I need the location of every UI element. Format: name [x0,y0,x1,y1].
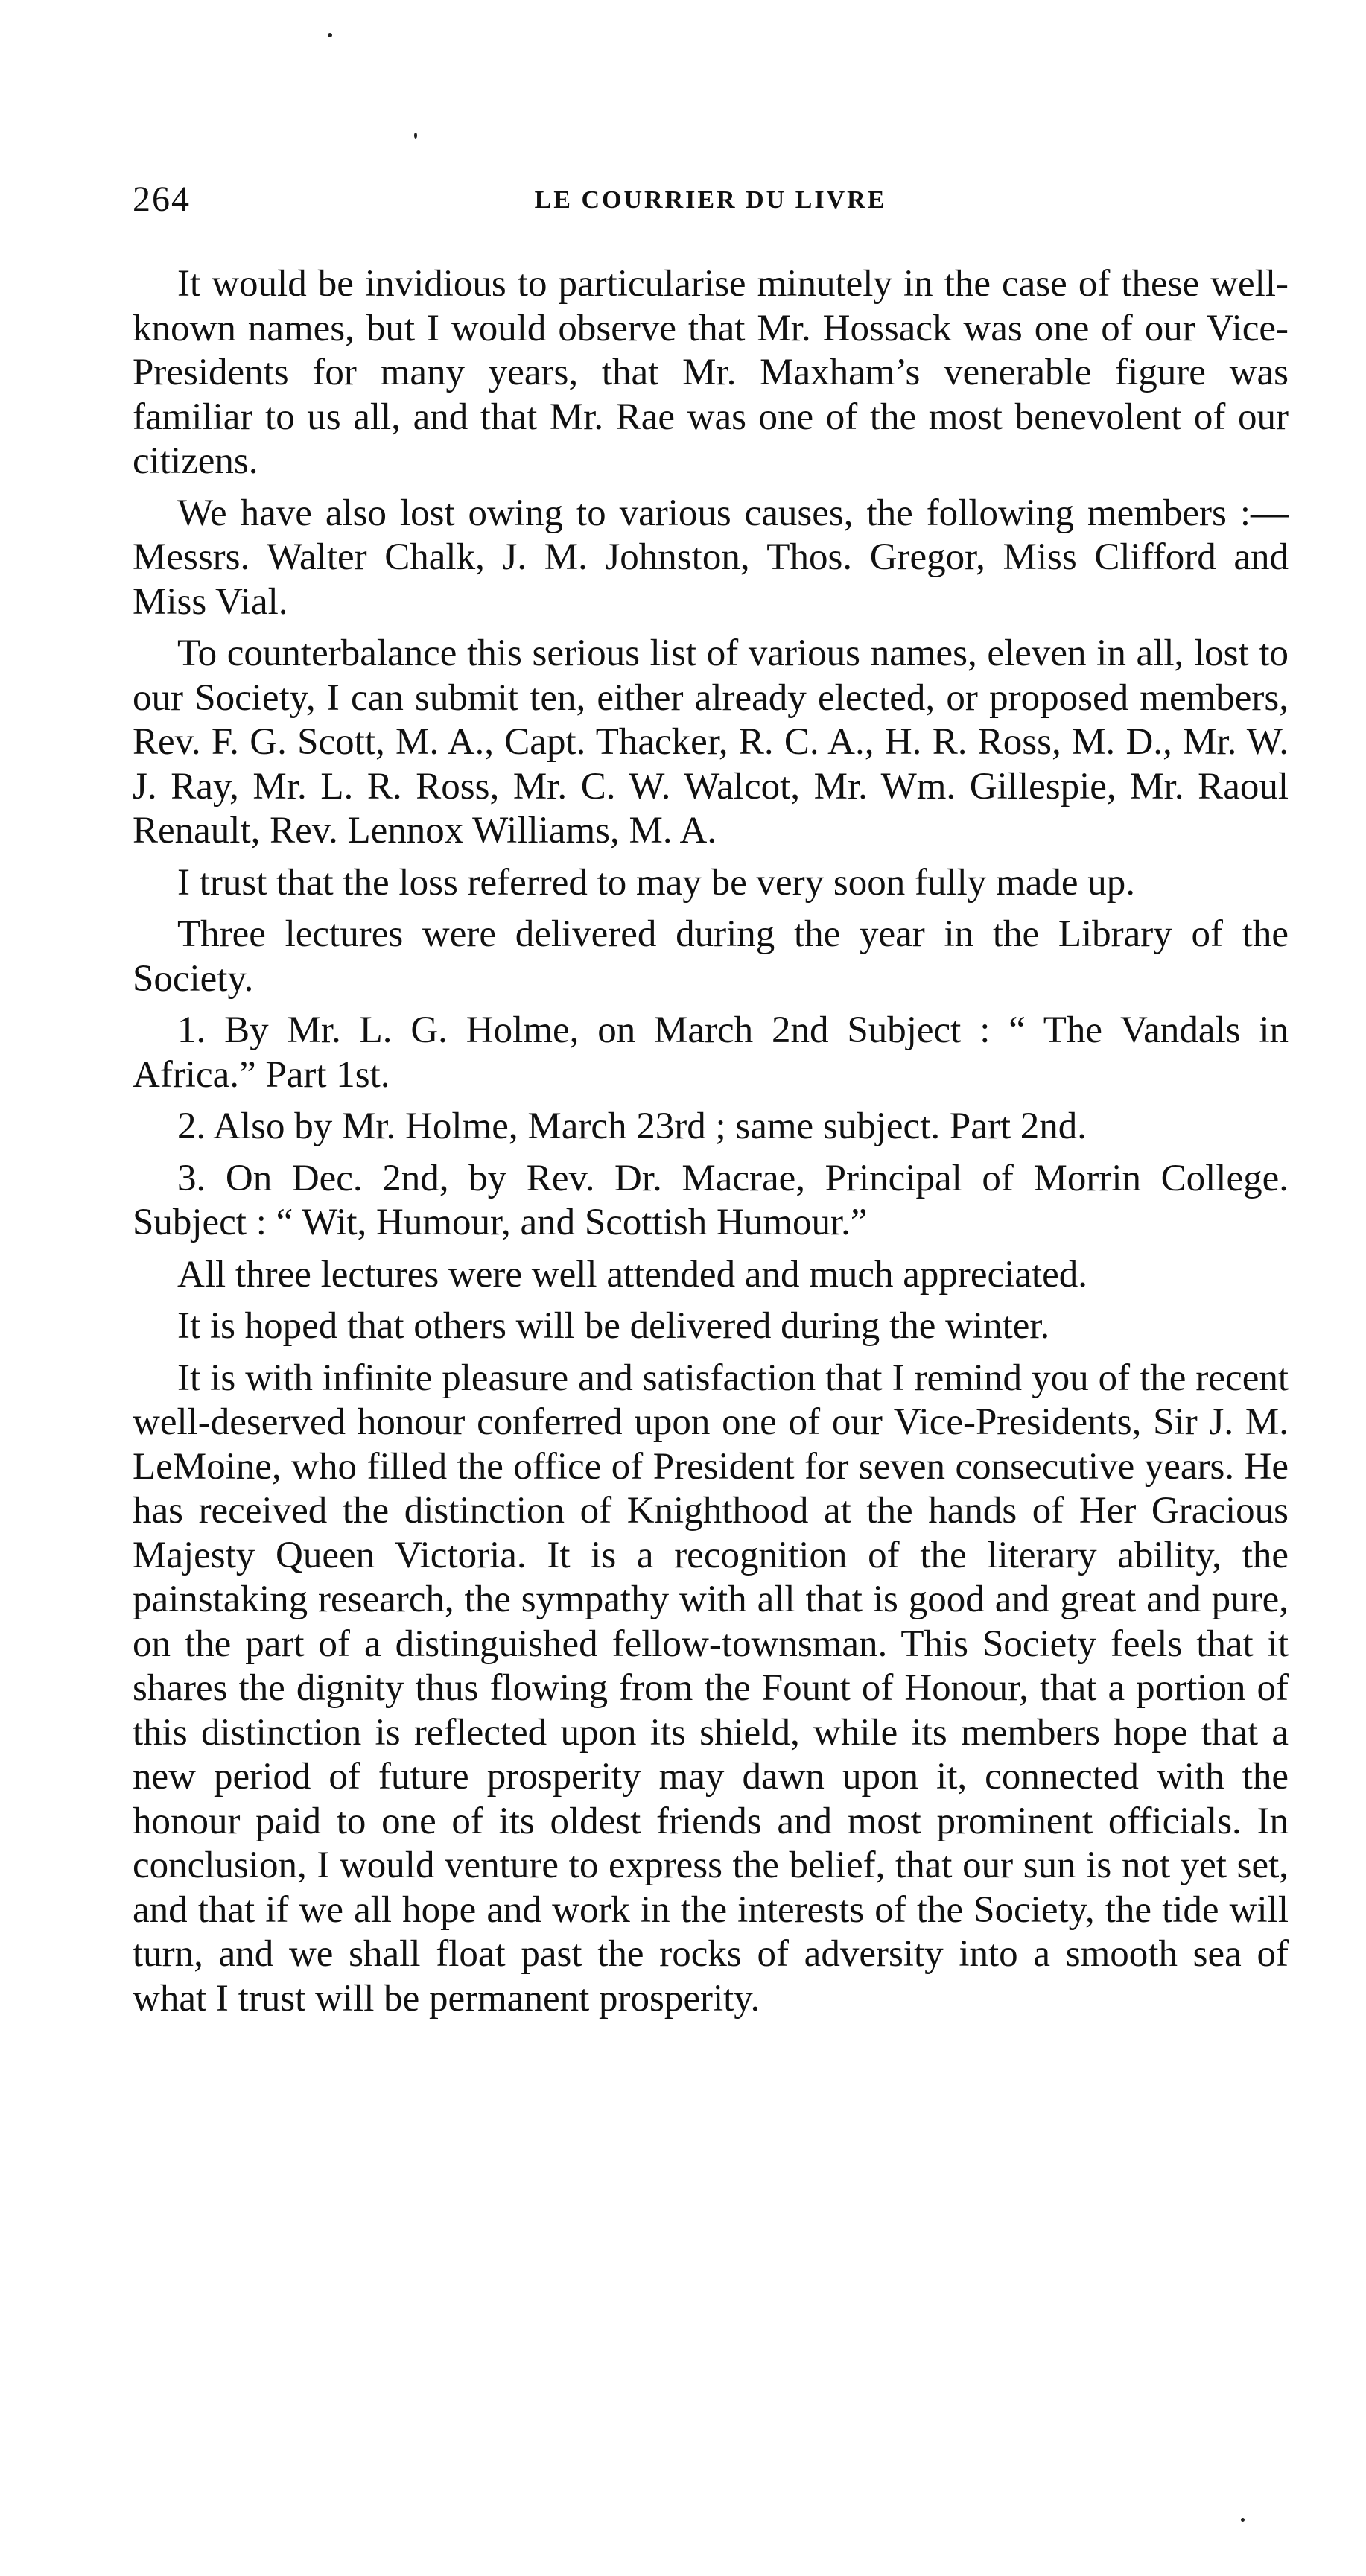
paragraph-lecture-3: 3. On Dec. 2nd, by Rev. Dr. Macrae, Principal of Morrin College. Subject : “ Wit, Humour, and Scottish Humour.” [133,1157,1289,1243]
paragraph-lectures-attended: All three lectures were well attended and much appreciated. [177,1253,1088,1295]
paragraph-lecture-2: 2. Also by Mr. Holme, March 23rd ; same subject. Part 2nd. [177,1105,1087,1147]
paragraph-loss-made-up: I trust that the loss referred to may be very soon fully made up. [177,861,1135,904]
body-text [133,262,1289,2021]
paragraph-members-lost: We have also lost owing to various causes, the following members :—Messrs. Walter Chalk, J. M. Johnston, Thos. Gregor, Miss Clifford and Miss Vial. [133,492,1289,623]
paragraph-names-remarks: It would be invidious to particularise minutely in the case of these well-known names, but I would observe that Mr. Hossack was one of our Vice-Presidents for many years, that Mr. Maxham’s venerable figure was familiar to us all, and that Mr. Rae was one of the most benevolent of our citizens. [133,263,1289,482]
ink-speck [414,133,417,139]
paragraph-new-members: To counterbalance this serious list of various names, eleven in all, lost to our Society, I can submit ten, either already elected, or proposed members, Rev. F. G. Scott, M. A., Capt. Thacker, R. C. A., H. R. Ross, M. D., Mr. W. J. Ray, Mr. L. R. Ross, Mr. C. W. Walcot, Mr. Wm. Gillespie, Mr. Raoul Renault, Rev. Lennox Williams, M. A. [133,632,1289,851]
running-title: LE COURRIER DU LIVRE [534,186,887,214]
page-number: 264 [133,180,191,219]
paragraph-knighthood-conclusion: It is with infinite pleasure and satisfaction that I remind you of the recent well-deserved honour conferred upon one of our Vice-Presidents, Sir J. M. LeMoine, who filled the office of President for seven consecutive years. He has received the distinction of Knighthood at the hands of Her Gracious Majesty Queen Victoria. It is a recognition of the literary ability, the painstaking research, the sympathy with all that is good and great and pure, on the part of a distinguished fellow-townsman. This Society feels that it shares the dignity thus flowing from the Fount of Honour, that a portion of this distinction is reflected upon its shield, while its members hope that a new period of future prosperity may dawn upon it, connected with the honour paid to one of its oldest friends and most prominent officials. In conclusion, I would venture to express the belief, that our sun is not yet set, and that if we all hope and work in the interests of the Society, the tide will turn, and we shall float past the rocks of adversity into a smooth sea of what I trust will be permanent prosperity. [133,1357,1289,2020]
ink-speck [1241,2518,1245,2522]
page-header [133,179,1289,223]
paragraph-lectures-intro: Three lectures were delivered during the year in the Library of the Society. [133,913,1289,1000]
paragraph-lectures-winter: It is hoped that others will be delivered during the winter. [177,1305,1050,1347]
ink-speck [328,33,332,37]
paragraph-lecture-1: 1. By Mr. L. G. Holme, on March 2nd Subject : “ The Vandals in Africa.” Part 1st. [133,1009,1289,1096]
